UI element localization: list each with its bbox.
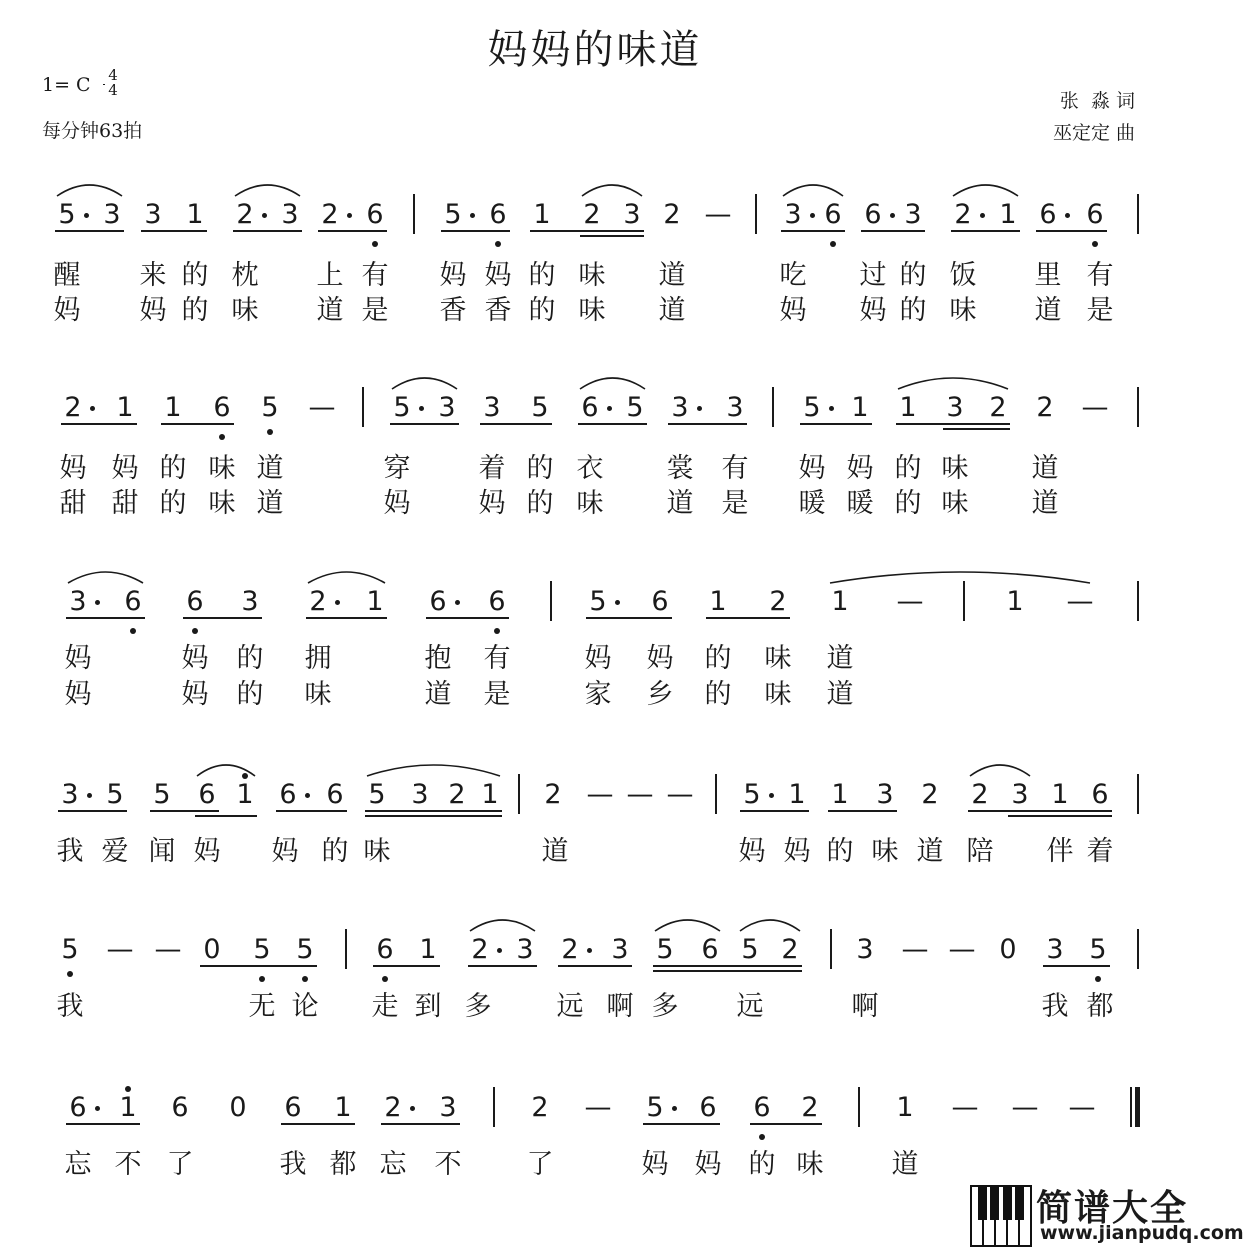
note: 6: [1091, 779, 1109, 810]
lyric-verse-2: 味: [231, 295, 259, 326]
note: 6: [326, 779, 344, 810]
note: 3: [411, 779, 429, 810]
note: 2: [954, 199, 972, 230]
sustain-dash: —: [584, 1092, 612, 1123]
lyric-verse-1: 道: [256, 453, 284, 484]
note: 1: [119, 1092, 137, 1123]
lyric-verse-2: 甜: [59, 488, 87, 519]
song-title: 妈妈的味道: [487, 27, 703, 73]
lyric-verse-2: 香: [484, 295, 512, 326]
lyric-verse-1: 的: [181, 260, 209, 291]
lyric-verse-1: 的: [321, 836, 349, 867]
note: 2: [64, 392, 82, 423]
lyric-verse-2: 的: [159, 488, 187, 519]
slur: [470, 920, 535, 931]
logo-name: 简谱大全: [1036, 1188, 1189, 1229]
note: 3: [876, 779, 894, 810]
note: 1: [116, 392, 134, 423]
lyric-verse-1: 味: [208, 453, 236, 484]
lyric-verse-2: 妈: [383, 488, 411, 519]
note: 5: [106, 779, 124, 810]
lyric-verse-1: 的: [236, 643, 264, 674]
lyric-verse-1: 无: [248, 991, 276, 1022]
lyric-verse-1: 妈: [64, 643, 92, 674]
sustain-dash: —: [626, 779, 654, 810]
lyric-verse-1: 我: [56, 991, 84, 1022]
composer-credit: 巫定定 曲: [1052, 122, 1135, 144]
note: 0: [999, 934, 1017, 965]
slur: [197, 765, 255, 776]
lyric-verse-1: 走: [371, 991, 399, 1022]
note: 2: [583, 199, 601, 230]
lyric-verse-2: 甜: [111, 488, 139, 519]
lyric-verse-2: 香: [439, 295, 467, 326]
lyric-verse-1: 道: [1031, 453, 1059, 484]
note: 3: [439, 1092, 457, 1123]
lyric-verse-1: 爱: [101, 836, 129, 867]
lyric-verse-1: 抱: [424, 643, 452, 674]
lyric-verse-1: 我: [1041, 991, 1069, 1022]
lyric-verse-1: 味: [578, 260, 606, 291]
sustain-dash: —: [586, 779, 614, 810]
sustain-dash: —: [106, 934, 134, 965]
slur: [830, 572, 1090, 583]
lyric-verse-2: 味: [764, 679, 792, 710]
note: 2: [781, 934, 799, 965]
lyric-verse-2: 味: [941, 488, 969, 519]
lyric-verse-1: 道: [541, 836, 569, 867]
lyric-verse-1: 妈: [584, 643, 612, 674]
note: 3: [281, 199, 299, 230]
lyric-verse-2: 的: [181, 295, 209, 326]
lyric-verse-1: 多: [651, 991, 679, 1022]
note: 2: [971, 779, 989, 810]
lyric-verse-1: 妈: [111, 453, 139, 484]
lyric-verse-1: 闻: [148, 836, 176, 867]
lyric-verse-1: 妈: [641, 1149, 669, 1180]
note: 2: [801, 1092, 819, 1123]
lyric-verse-1: 枕: [231, 260, 259, 291]
lyric-verse-1: 拥: [304, 643, 332, 674]
lyric-verse-2: 道: [1034, 295, 1062, 326]
slur: [953, 185, 1018, 196]
note: 3: [438, 392, 456, 423]
lyric-verse-1: 都: [329, 1149, 357, 1180]
lyric-verse-1: 远: [736, 991, 764, 1022]
note: 3: [671, 392, 689, 423]
note: 2: [921, 779, 939, 810]
lyric-verse-1: 味: [363, 836, 391, 867]
lyric-verse-1: 味: [871, 836, 899, 867]
sustain-dash: —: [704, 199, 732, 230]
note: 2: [544, 779, 562, 810]
note: 6: [186, 586, 204, 617]
lyric-verse-1: 妈: [783, 836, 811, 867]
lyric-verse-2: 是: [483, 679, 511, 710]
lyric-verse-2: 道: [826, 679, 854, 710]
lyric-verse-1: 饭: [949, 260, 977, 291]
lyric-verse-1: 妈: [694, 1149, 722, 1180]
lyric-verse-2: 道: [316, 295, 344, 326]
lyric-verse-1: 穿: [383, 453, 411, 484]
lyric-verse-1: 妈: [846, 453, 874, 484]
note: 5: [296, 934, 314, 965]
lyric-verse-1: 我: [56, 836, 84, 867]
sustain-dash: —: [896, 586, 924, 617]
note: 1: [334, 1092, 352, 1123]
slur: [235, 185, 300, 196]
note: 3: [61, 779, 79, 810]
note: 5: [444, 199, 462, 230]
note: 1: [709, 586, 727, 617]
note: 5: [626, 392, 644, 423]
lyric-verse-2: 妈: [478, 488, 506, 519]
lyric-verse-2: 道: [256, 488, 284, 519]
lyric-verse-2: 道: [658, 295, 686, 326]
lyric-verse-1: 不: [114, 1149, 142, 1180]
note: 5: [743, 779, 761, 810]
sustain-dash: —: [1011, 1092, 1039, 1123]
note: 3: [946, 392, 964, 423]
note: 6: [1039, 199, 1057, 230]
note: 3: [1046, 934, 1064, 965]
key-signature: 1= C: [42, 74, 91, 96]
note: 3: [516, 934, 534, 965]
sustain-dash: —: [1068, 1092, 1096, 1123]
note: 6: [171, 1092, 189, 1123]
lyric-verse-1: 妈: [193, 836, 221, 867]
lyric-verse-2: 味: [578, 295, 606, 326]
lyric-verse-1: 道: [826, 643, 854, 674]
lyric-verse-1: 味: [941, 453, 969, 484]
note: 2: [531, 1092, 549, 1123]
lyric-verse-1: 过: [859, 260, 887, 291]
note: 1: [851, 392, 869, 423]
note: 2: [769, 586, 787, 617]
note: 3: [1011, 779, 1029, 810]
lyric-verse-2: 的: [528, 295, 556, 326]
note: 6: [376, 934, 394, 965]
note: 1: [896, 1092, 914, 1123]
note: 6: [651, 586, 669, 617]
lyric-verse-1: 道: [916, 836, 944, 867]
note: 3: [483, 392, 501, 423]
piano-keys-icon: [970, 1185, 1032, 1247]
note: 6: [753, 1092, 771, 1123]
note: 2: [448, 779, 466, 810]
note: 1: [366, 586, 384, 617]
note: 6: [1086, 199, 1104, 230]
lyric-verse-1: 有: [1086, 260, 1114, 291]
lyric-verse-1: 的: [704, 643, 732, 674]
lyric-verse-1: 里: [1034, 260, 1062, 291]
lyric-verse-2: 暖: [798, 488, 826, 519]
lyricist-credit: 张 淼 词: [1059, 90, 1135, 112]
sustain-dash: —: [308, 392, 336, 423]
lyric-verse-2: 是: [361, 295, 389, 326]
lyric-verse-2: 妈: [64, 679, 92, 710]
note: 3: [856, 934, 874, 965]
note: 6: [429, 586, 447, 617]
lyric-verse-2: 道: [666, 488, 694, 519]
lyric-verse-1: 有: [721, 453, 749, 484]
note: 6: [279, 779, 297, 810]
slur: [392, 378, 457, 389]
lyric-verse-1: 妈: [59, 453, 87, 484]
note: 5: [656, 934, 674, 965]
note: 0: [229, 1092, 247, 1123]
sustain-dash: —: [154, 934, 182, 965]
slur: [898, 378, 1008, 389]
note: 5: [253, 934, 271, 965]
lyric-verse-1: 忘: [64, 1149, 92, 1180]
lyric-verse-1: 都: [1086, 991, 1114, 1022]
note: 1: [186, 199, 204, 230]
note: 3: [904, 199, 922, 230]
note: 0: [203, 934, 221, 965]
slur: [308, 572, 385, 583]
lyric-verse-1: 的: [159, 453, 187, 484]
note: 1: [899, 392, 917, 423]
lyric-verse-1: 我: [279, 1149, 307, 1180]
lyric-verse-2: 妈: [181, 679, 209, 710]
note: 1: [788, 779, 806, 810]
lyric-verse-1: 的: [894, 453, 922, 484]
lyric-verse-1: 裳: [666, 453, 694, 484]
note: 1: [1051, 779, 1069, 810]
lyric-verse-1: 了: [166, 1149, 194, 1180]
lyric-verse-2: 家: [584, 679, 612, 710]
lyric-verse-1: 衣: [576, 453, 604, 484]
note: 5: [61, 934, 79, 965]
time-signature-bottom: 4: [108, 81, 118, 99]
lyric-verse-2: 道: [1031, 488, 1059, 519]
slur: [655, 920, 720, 931]
lyric-verse-1: 陪: [966, 836, 994, 867]
lyric-verse-2: 是: [721, 488, 749, 519]
note: 2: [561, 934, 579, 965]
time-signature-top: 4: [108, 66, 118, 84]
slur: [57, 185, 122, 196]
lyric-verse-1: 论: [291, 991, 319, 1022]
lyric-verse-1: 啊: [606, 991, 634, 1022]
lyric-verse-2: 味: [304, 679, 332, 710]
note: 6: [824, 199, 842, 230]
note: 6: [864, 199, 882, 230]
note: 1: [831, 779, 849, 810]
note: 2: [989, 392, 1007, 423]
note: 2: [309, 586, 327, 617]
note: 1: [831, 586, 849, 617]
note: 3: [784, 199, 802, 230]
note: 1: [164, 392, 182, 423]
slur: [580, 378, 645, 389]
sustain-dash: —: [948, 934, 976, 965]
note: 6: [488, 586, 506, 617]
lyric-verse-1: 道: [891, 1149, 919, 1180]
lyric-verse-1: 妈: [738, 836, 766, 867]
slur: [970, 765, 1030, 776]
lyric-verse-1: 远: [556, 991, 584, 1022]
note: 3: [623, 199, 641, 230]
lyric-verse-1: 的: [748, 1149, 776, 1180]
slur: [740, 920, 800, 931]
note: 3: [144, 199, 162, 230]
lyric-verse-1: 的: [528, 260, 556, 291]
note: 5: [153, 779, 171, 810]
lyric-verse-1: 有: [361, 260, 389, 291]
note: 2: [663, 199, 681, 230]
note: 5: [646, 1092, 664, 1123]
note: 5: [261, 392, 279, 423]
lyric-verse-2: 妈: [779, 295, 807, 326]
lyric-verse-1: 啊: [851, 991, 879, 1022]
note: 5: [589, 586, 607, 617]
lyric-verse-1: 伴: [1046, 836, 1074, 867]
lyric-verse-1: 妈: [439, 260, 467, 291]
note: 3: [241, 586, 259, 617]
sustain-dash: —: [1066, 586, 1094, 617]
note: 1: [533, 199, 551, 230]
lyric-verse-1: 妈: [646, 643, 674, 674]
lyric-verse-1: 有: [483, 643, 511, 674]
note: 6: [701, 934, 719, 965]
note: 5: [741, 934, 759, 965]
lyric-verse-1: 妈: [798, 453, 826, 484]
lyric-verse-2: 味: [949, 295, 977, 326]
note: 1: [236, 779, 254, 810]
lyric-verse-1: 的: [526, 453, 554, 484]
lyric-verse-2: 的: [899, 295, 927, 326]
note: 5: [393, 392, 411, 423]
slur: [582, 185, 642, 196]
note: 6: [699, 1092, 717, 1123]
note: 6: [124, 586, 142, 617]
lyric-verse-1: 着: [478, 453, 506, 484]
note: 6: [489, 199, 507, 230]
note: 1: [481, 779, 499, 810]
lyric-verse-2: 的: [236, 679, 264, 710]
lyric-verse-1: 来: [139, 260, 167, 291]
note: 5: [1089, 934, 1107, 965]
note: 2: [471, 934, 489, 965]
lyric-verse-2: 味: [576, 488, 604, 519]
note: 5: [58, 199, 76, 230]
lyric-verse-2: 乡: [646, 679, 674, 710]
note: 5: [368, 779, 386, 810]
note: 6: [198, 779, 216, 810]
note: 2: [236, 199, 254, 230]
lyric-verse-2: 妈: [53, 295, 81, 326]
note: 6: [366, 199, 384, 230]
lyric-verse-1: 了: [526, 1149, 554, 1180]
lyric-verse-1: 吃: [779, 260, 807, 291]
note: 2: [384, 1092, 402, 1123]
sustain-dash: —: [1081, 392, 1109, 423]
slur: [783, 185, 843, 196]
sustain-dash: —: [951, 1092, 979, 1123]
note: 6: [581, 392, 599, 423]
lyric-verse-2: 的: [704, 679, 732, 710]
note: 3: [611, 934, 629, 965]
sustain-dash: —: [901, 934, 929, 965]
slur: [68, 572, 143, 583]
lyric-verse-1: 妈: [181, 643, 209, 674]
lyric-verse-1: 醒: [53, 260, 81, 291]
note: 1: [999, 199, 1017, 230]
tempo-marking: 每分钟63拍: [42, 120, 143, 142]
lyric-verse-2: 的: [526, 488, 554, 519]
logo-url: www.jianpudq.com: [1040, 1222, 1244, 1244]
sustain-dash: —: [666, 779, 694, 810]
lyric-verse-1: 道: [658, 260, 686, 291]
note: 3: [69, 586, 87, 617]
lyric-verse-1: 味: [796, 1149, 824, 1180]
lyric-verse-1: 的: [899, 260, 927, 291]
note: 6: [213, 392, 231, 423]
lyric-verse-2: 妈: [139, 295, 167, 326]
note: 3: [726, 392, 744, 423]
note: 5: [531, 392, 549, 423]
note: 6: [69, 1092, 87, 1123]
lyric-verse-1: 到: [414, 991, 442, 1022]
lyric-verse-1: 多: [464, 991, 492, 1022]
lyric-verse-1: 着: [1086, 836, 1114, 867]
note: 6: [284, 1092, 302, 1123]
lyric-verse-1: 上: [316, 260, 344, 291]
lyric-verse-2: 的: [894, 488, 922, 519]
lyric-verse-2: 是: [1086, 295, 1114, 326]
lyric-verse-2: 妈: [859, 295, 887, 326]
note: 5: [803, 392, 821, 423]
lyric-verse-2: 道: [424, 679, 452, 710]
note: 2: [1036, 392, 1054, 423]
lyric-verse-1: 味: [764, 643, 792, 674]
lyric-verse-1: 的: [826, 836, 854, 867]
lyric-verse-2: 味: [208, 488, 236, 519]
lyric-verse-1: 不: [434, 1149, 462, 1180]
lyric-verse-1: 妈: [484, 260, 512, 291]
lyric-verse-2: 暖: [846, 488, 874, 519]
slur: [367, 765, 500, 776]
note: 1: [1006, 586, 1024, 617]
lyric-verse-1: 忘: [379, 1149, 407, 1180]
note: 2: [321, 199, 339, 230]
lyric-verse-1: 妈: [271, 836, 299, 867]
note: 1: [419, 934, 437, 965]
note: 3: [103, 199, 121, 230]
